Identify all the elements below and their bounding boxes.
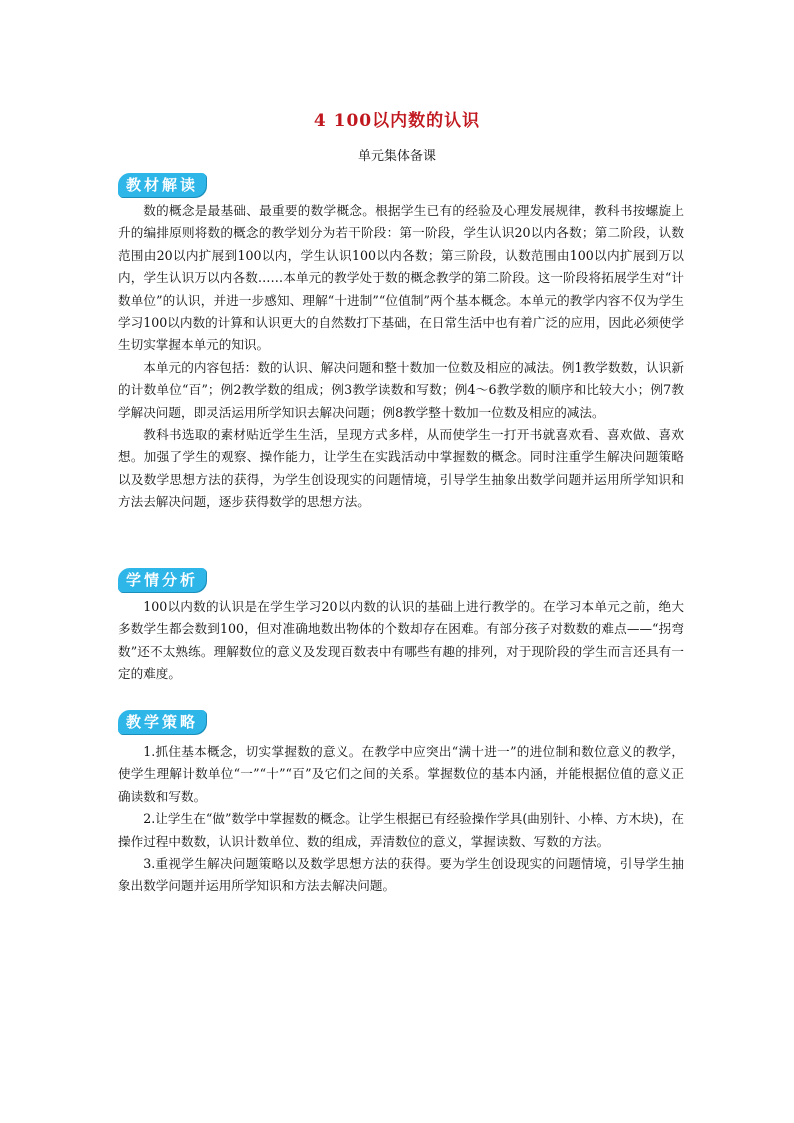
section-textbook: [118, 200, 684, 514]
paragraph: 2.让学生在“做”数学中掌握数的概念。让学生根据已有经验操作学具(曲别针、小棒、方木块)，在操作过程中数数，认识计数单位、数的组成，弄清数位的意义，掌握读数、写数的方法。: [118, 811, 684, 849]
section-students: [118, 596, 684, 686]
paragraph: 3.重视学生解决问题策略以及数学思想方法的获得。要为学生创设现实的问题情境，引导学生抽象出数学问题并运用所学知识和方法去解决问题。: [118, 856, 684, 894]
section-badge-strategy: [118, 709, 206, 734]
document-subtitle: 单元集体备课: [357, 149, 436, 164]
paragraph: 本单元的内容包括：数的认识、解决问题和整十数加一位数及相应的减法。例1教学数数，认识新的计数单位“百”；例2教学数的组成；例3教学读数和写数；例4～6教学数的顺序和比较大小；例7教学解决问题，即灵活运用所学知识去解决问题；例8教学整十数加一位数及相应的减法。: [118, 359, 684, 420]
section-badge-label: 教材解读: [118, 173, 206, 197]
section-badge-label: 教学策略: [118, 710, 206, 734]
paragraph: 数的概念是最基础、最重要的数学概念。根据学生已有的经验及心理发展规律，教科书按螺旋上升的编排原则将数的概念的教学划分为若干阶段：第一阶段，学生认识20以内各数；第二阶段，认数范围由20以内扩展到100以内，学生认识100以内各数；第三阶段，认数范围由100以内扩展到万以内，学生认识万以内各数……本单元的教学处于数的概念教学的第二阶段。这一阶段将拓展学生对“计数单位”的认识，并进一步感知、理解“十进制”“位值制”两个基本概念。本单元的教学内容不仅为学生学习100以内数的计算和认识更大的自然数打下基础，在日常生活中也有着广泛的应用，因此必须使学生切实掌握本单元的知识。: [118, 203, 684, 353]
section-badge-students: [118, 567, 206, 592]
paragraph: 1.抓住基本概念，切实掌握数的意义。在教学中应突出“满十进一”的进位制和数位意义的教学，使学生理解计数单位“一”“十”“百”及它们之间的关系。掌握数位的基本内涵，并能根据位值的意义正确读数和写数。: [118, 744, 684, 804]
paragraph: 教科书选取的素材贴近学生生活，呈现方式多样，从而使学生一打开书就喜欢看、喜欢做、喜欢想。加强了学生的观察、操作能力，让学生在实践活动中掌握数的概念。同时注重学生解决问题策略以及数学思想方法的获得，为学生创设现实的问题情境，引导学生抽象出数学问题并运用所学知识和方法去解决问题，逐步获得数学的思想方法。: [118, 427, 684, 510]
section-badge-textbook: [118, 172, 206, 197]
paragraph: 100以内数的认识是在学生学习20以内数的认识的基础上进行教学的。在学习本单元之前，绝大多数学生都会数到100，但对准确地数出物体的个数却存在困难。有部分孩子对数数的难点——“拐弯数”还不太熟练。理解数位的意义及发现百数表中有哪些有趣的排列，对于现阶段的学生而言还具有一定的难度。: [118, 599, 684, 682]
document-title: 4 100以内数的认识: [313, 111, 481, 131]
section-strategy: [118, 741, 684, 898]
section-badge-label: 学情分析: [118, 568, 206, 592]
